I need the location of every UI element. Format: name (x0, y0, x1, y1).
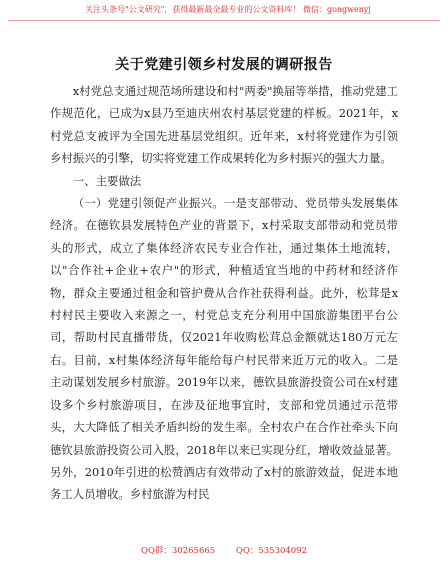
footer-contact (0, 544, 448, 556)
banner-divider (8, 20, 440, 21)
section-paragraph: （一）党建引领促产业振兴。一是支部带动、党员带头发展集体经济。在德钦县发展特色产业的背景下，x村采取支部带动和党员带头的形式，成立了集体经济农民专业合作社，通过集体土地流转，以"合作社+企业+农户"的形式，种植适宜当地的中药材和经济作物，群众主要通过租金和管护费从合作社获得利益。此外，松茸是x村村民主要收入来源之一，村党总支充分利用中国旅游集团平台公司，帮助村民直播带货，仅2021年收购松茸总金额就达180万元左右。目前，x村集体经济每年能给每户村民带来近万元的收入。二是主动谋划发展乡村旅游。2019年以来，德钦县旅游投资公司在x村建设多个乡村旅游项目，在涉及征地事宜时，支部和党员通过示范带头，大大降低了相关矛盾纠纷的发生率。全村农户在合作社牵头下向德钦县旅游投资公司入股，2018年以来已实现分红，增收效益显著。另外，2010年引进的松赞酒店有效带动了x村的旅游效益，促进本地务工人员增收。乡村旅游为村民 (50, 196, 398, 502)
intro-paragraph: x村党总支通过规范场所建设和村"两委"换届等举措，推动党建工作规范化，已成为x县乃至迪庆州农村基层党建的样板。2021年，x村党总支被评为全国先进基层党组织。近年来，x村将党建作为引领乡村振兴的引擎，切实将党建工作成果转化为乡村振兴的强大力量。 (50, 84, 398, 166)
banner-text: 关注头条号"公文研究"，获得最新最全最专业的公文资料库！ 微信：gongwenyj (85, 5, 371, 14)
footer-qq-group: QQ群：30265665 (140, 546, 216, 556)
document-body (50, 80, 398, 506)
document-title: 关于党建引领乡村发展的调研报告 (115, 57, 333, 73)
top-banner (0, 0, 448, 58)
footer-qq: QQ：535304092 (235, 546, 307, 556)
section-heading: 一、主要做法 (72, 173, 142, 188)
